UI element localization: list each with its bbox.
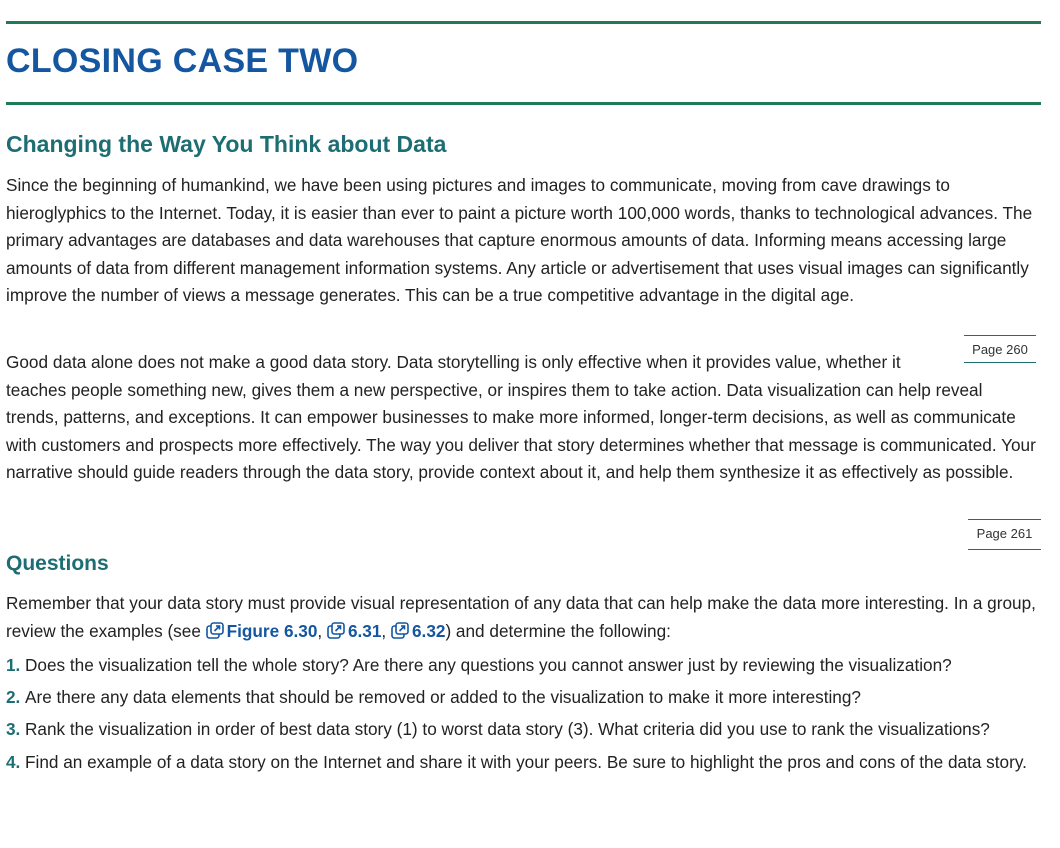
question-number: 1. (6, 655, 21, 675)
figure-6-31-link[interactable] (327, 621, 381, 641)
external-link-icon (391, 622, 410, 639)
question-item (6, 652, 1046, 680)
case-subtitle: Changing the Way You Think about Data (6, 131, 447, 157)
question-text: Find an example of a data story on the Internet and share it with your peers. Be sure to highlight the pros and cons of the data story. (25, 751, 1027, 772)
question-number: 3. (6, 719, 21, 740)
case-title: CLOSING CASE TWO (6, 42, 359, 80)
title-rule (6, 102, 1041, 105)
intro-text-after: ) and determine the following: (445, 620, 671, 641)
page-marker-261: Page 261 (968, 519, 1041, 550)
questions-list (6, 652, 1046, 781)
question-item (6, 749, 1046, 777)
figure-6-30-label: Figure 6.30 (226, 620, 318, 641)
paragraph-2-wrap (6, 342, 1036, 487)
questions-heading: Questions (6, 552, 109, 575)
question-text: Rank the visualization in order of best data story (1) to worst data story (3). What criteria did you use to rank the visualizations? (25, 719, 990, 740)
top-rule (6, 21, 1041, 24)
figure-6-30-link[interactable] (206, 621, 318, 641)
paragraph-2: Good data alone does not make a good data story. Data storytelling is only effective when it provides value, whether it teaches people something new, gives them a new perspective, or inspires them to take action. Data visualization can help reveal trends, patterns, and exceptions. It can empower businesses to make more informed, longer-term decisions, as well as communicate with customers and prospects more effectively. The way you deliver that story determines whether that message is communicated. Your narrative should guide readers through the data story, provide context about it, and help them synthesize it as effectively as possible. (6, 352, 1036, 483)
intro-text-before: Remember that your data story must provide visual representation of any data that can help make the data more interesting. In a group, review the examples (see (6, 593, 1036, 641)
question-item (6, 716, 1046, 744)
question-text: Does the visualization tell the whole story? Are there any questions you cannot answer just by reviewing the visualization? (25, 655, 952, 675)
figure-6-32-link[interactable] (391, 621, 445, 641)
question-item (6, 684, 1046, 712)
link-separator: , (381, 620, 391, 641)
question-number: 4. (6, 751, 21, 772)
question-number: 2. (6, 687, 21, 708)
question-text: Are there any data elements that should be removed or added to the visualization to make it more interesting? (25, 687, 861, 708)
figure-6-32-label: 6.32 (411, 620, 446, 641)
external-link-icon (327, 622, 346, 639)
external-link-icon (206, 622, 225, 639)
questions-intro (6, 590, 1046, 645)
page-marker-260: Page 260 (964, 335, 1036, 363)
figure-6-31-label: 6.31 (347, 620, 382, 641)
link-separator: , (317, 620, 327, 641)
paragraph-1: Since the beginning of humankind, we have been using pictures and images to communicate, moving from cave drawings to hieroglyphics to the Internet. Today, it is easier than ever to paint a picture worth 100,000 words, thanks to technological advances. The primary advantages are databases and data warehouses that capture enormous amounts of data. Informing means accessing large amounts of data from different management information systems. Any article or advertisement that uses visual images can significantly improve the number of views a message generates. This can be a true competitive advantage in the digital age. (6, 175, 1033, 306)
